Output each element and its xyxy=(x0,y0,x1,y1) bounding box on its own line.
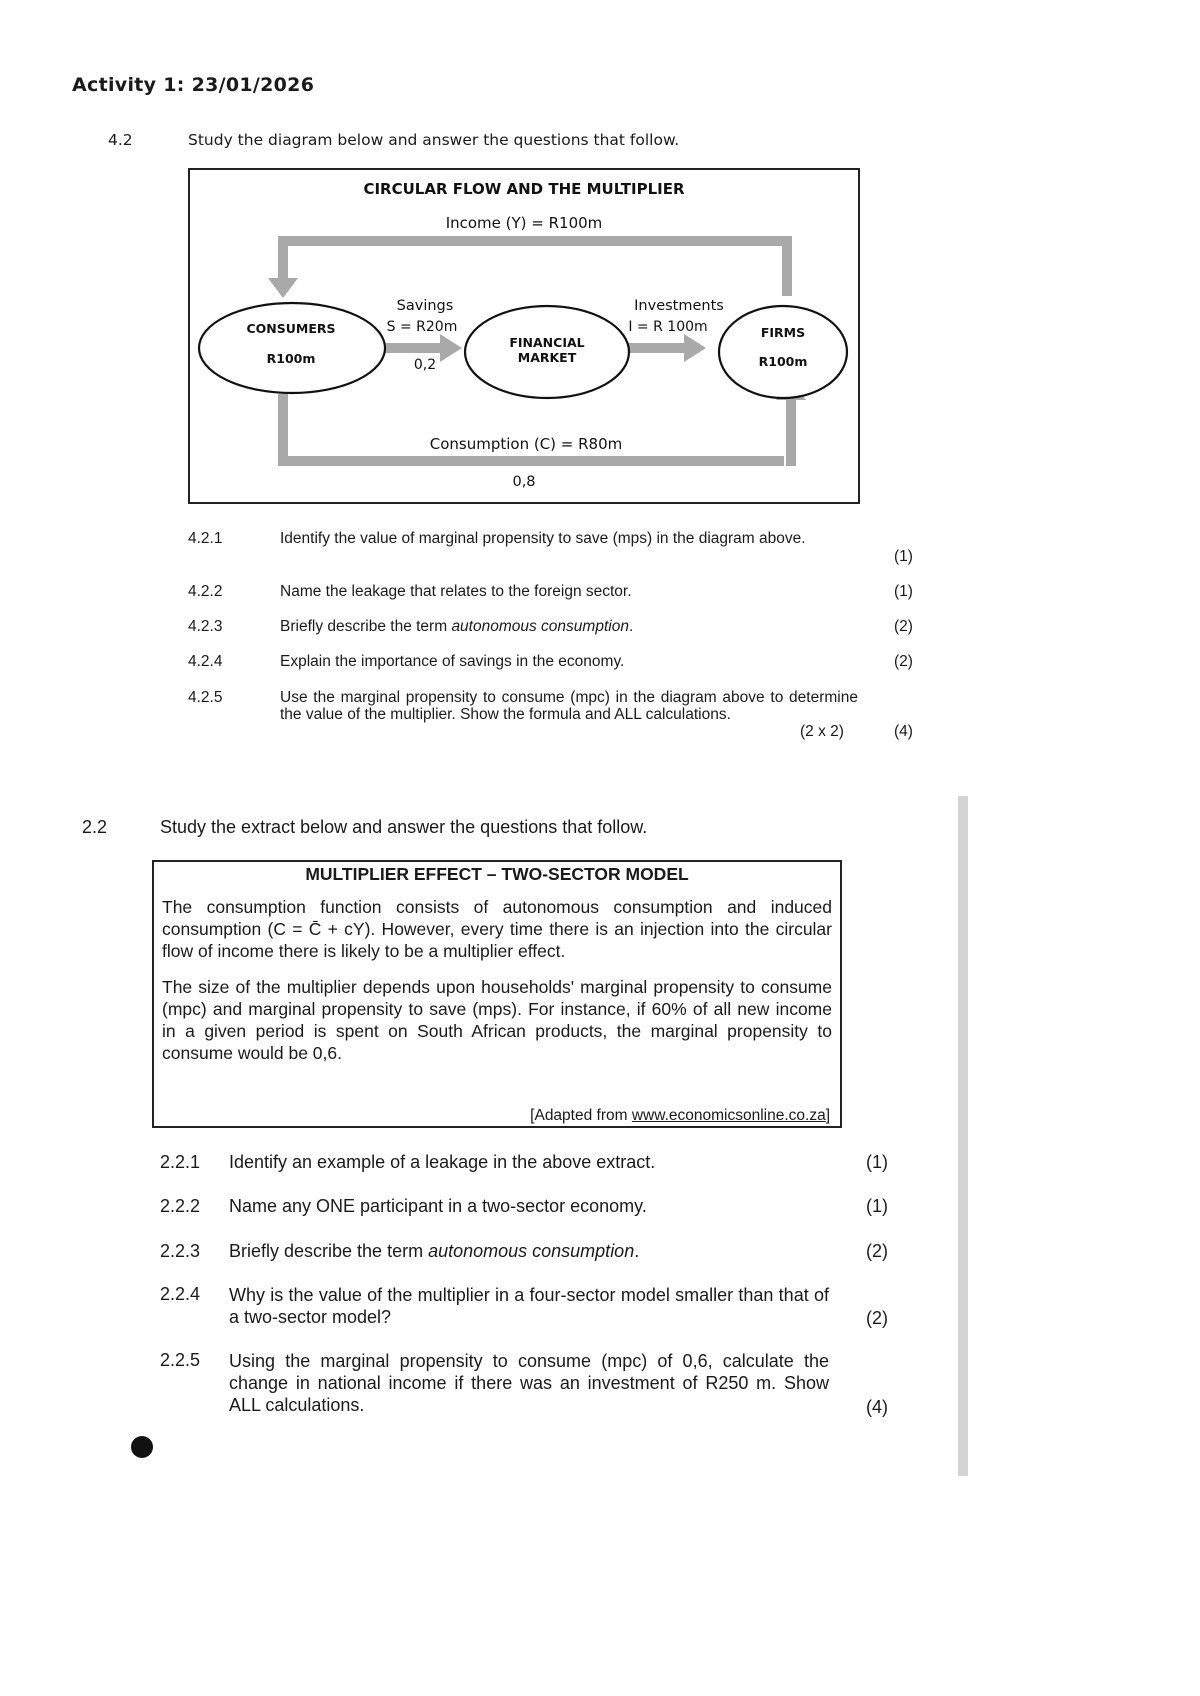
question-text: Why is the value of the multiplier in a four-sector model smaller than that of a two-sector model? xyxy=(229,1285,829,1327)
question-text: Name any ONE participant in a two-sector economy. xyxy=(229,1196,647,1216)
question-marks: (2) xyxy=(866,1308,888,1328)
question-number: 4.2.1 xyxy=(188,530,223,547)
activity-title: Activity 1: 23/01/2026 xyxy=(72,74,315,96)
circular-flow-diagram xyxy=(188,168,860,504)
firms-name: FIRMS xyxy=(760,325,806,340)
question-marks: (1) xyxy=(866,1152,888,1172)
question-number: 4.2.4 xyxy=(188,653,223,670)
extract-title: MULTIPLIER EFFECT – TWO-SECTOR MODEL xyxy=(305,864,689,884)
question-text xyxy=(280,618,858,635)
question-number: 4.2.3 xyxy=(188,618,223,635)
source-prefix: [Adapted from xyxy=(530,1107,632,1124)
source-link[interactable]: www.economicsonline.co.za xyxy=(631,1107,826,1124)
question-text-end: . xyxy=(634,1241,640,1261)
savings-formula: S = R20m xyxy=(386,319,458,335)
question-text-end: . xyxy=(628,618,634,635)
income-label: Income (Y) = R100m xyxy=(445,214,603,232)
question-number: 2.2.1 xyxy=(160,1152,201,1172)
investments-label: Investments xyxy=(634,298,724,314)
question-marks: (4) xyxy=(866,1397,888,1417)
consumption-label: Consumption (C) = R80m xyxy=(429,435,623,453)
consumption-rate: 0,8 xyxy=(512,474,536,490)
question-marks: (2) xyxy=(894,653,913,670)
firms-value: R100m xyxy=(758,354,808,369)
question-text: Identify an example of a leakage in the above extract. xyxy=(229,1152,656,1172)
question-text-start: Briefly describe the term xyxy=(280,618,452,635)
question-number: 2.2.4 xyxy=(160,1284,201,1304)
investments-arrow xyxy=(622,334,706,362)
question-subtotal: (2 x 2) xyxy=(800,723,844,740)
question-text-start: Briefly describe the term xyxy=(229,1241,429,1261)
question-number: 2.2.5 xyxy=(160,1350,201,1370)
firms-node xyxy=(719,306,847,398)
bullet-dot xyxy=(131,1436,153,1458)
section-number: 2.2 xyxy=(82,817,108,837)
question-text xyxy=(229,1241,829,1262)
consumers-name: CONSUMERS xyxy=(246,321,336,336)
question-number: 2.2.2 xyxy=(160,1196,201,1216)
section-instruction: Study the extract below and answer the questions that follow. xyxy=(160,817,648,837)
savings-rate: 0,2 xyxy=(413,357,437,373)
question-marks: (1) xyxy=(894,583,913,600)
extract-paragraph: The consumption function consists of autonomous consumption and induced consumption (C = C̄ + cY). However, every time there is an injection into the circular flow of income there is likely to be a multiplier effect. xyxy=(162,897,832,961)
question-text: Identify the value of marginal propensity to save (mps) in the diagram above. xyxy=(280,530,806,547)
diagram-title: CIRCULAR FLOW AND THE MULTIPLIER xyxy=(363,180,685,198)
question-number: 4.2.2 xyxy=(188,583,223,600)
diagram-canvas xyxy=(190,170,858,502)
question-text: Using the marginal propensity to consume (mpc) of 0,6, calculate the change in national income if there was an investment of R250 m. Show ALL calculations. xyxy=(229,1351,829,1415)
question-marks: (1) xyxy=(894,548,913,565)
consumers-value: R100m xyxy=(266,351,316,366)
question-marks: (1) xyxy=(866,1196,888,1216)
source-suffix: ] xyxy=(825,1107,830,1124)
investments-formula: I = R 100m xyxy=(628,319,708,335)
financial-market-line1: FINANCIAL xyxy=(509,335,585,350)
section-instruction: Study the diagram below and answer the questions that follow. xyxy=(188,131,680,149)
question-term: autonomous consumption xyxy=(428,1241,635,1261)
scrollbar[interactable] xyxy=(958,796,968,1476)
section-number: 4.2 xyxy=(108,131,133,149)
question-text: Explain the importance of savings in the economy. xyxy=(280,653,625,670)
question-marks: (2) xyxy=(866,1241,888,1261)
extract-box xyxy=(152,860,842,1128)
question-marks: (2) xyxy=(894,618,913,635)
savings-label: Savings xyxy=(396,298,454,314)
question-text: Use the marginal propensity to consume (mpc) in the diagram above to determine the value of the multiplier. Show the formula and ALL calculations. xyxy=(280,689,858,723)
question-number: 2.2.3 xyxy=(160,1241,201,1261)
consumers-node xyxy=(199,303,385,393)
extract-source xyxy=(530,1107,830,1125)
question-text: Name the leakage that relates to the foreign sector. xyxy=(280,583,632,600)
question-term: autonomous consumption xyxy=(451,618,629,635)
financial-market-line2: MARKET xyxy=(517,350,577,365)
question-number: 4.2.5 xyxy=(188,689,223,706)
income-arrow xyxy=(268,236,792,298)
question-marks: (4) xyxy=(894,723,913,740)
extract-paragraph: The size of the multiplier depends upon households' marginal propensity to consume (mpc) and marginal propensity to save (mps). For instance, if 60% of all new income in a given period is spent on South African products, the marginal propensity to consume would be 0,6. xyxy=(162,977,832,1063)
